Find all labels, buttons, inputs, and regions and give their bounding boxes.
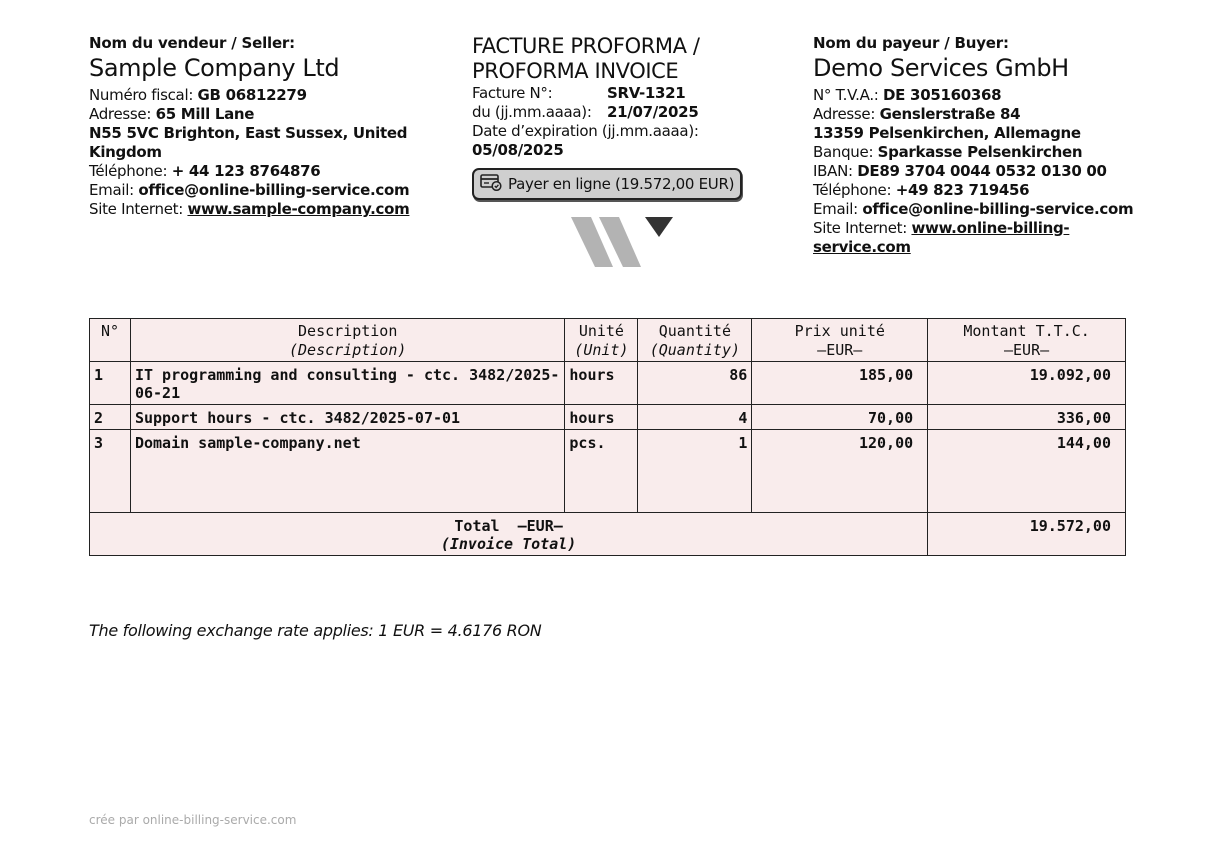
buyer-address-line2-row — [813, 124, 1143, 143]
total-value: 19.572,00 — [928, 513, 1126, 556]
row-unit: hours — [565, 405, 638, 430]
invoice-items-table — [89, 318, 1126, 556]
seller-web-link[interactable]: www.sample-company.com — [187, 200, 410, 218]
pay-online-button[interactable] — [472, 168, 742, 200]
buyer-vat-value: DE 305160368 — [883, 86, 1002, 104]
invoice-date-value: 21/07/2025 — [607, 103, 699, 121]
seller-name: Sample Company Ltd — [89, 54, 340, 82]
row-unit: hours — [565, 362, 638, 405]
invoice-expiry-value: 05/08/2025 — [472, 141, 564, 159]
seller-email-label: Email: — [89, 181, 134, 199]
row-no: 2 — [90, 405, 131, 430]
buyer-bank-line — [813, 143, 1143, 162]
buyer-email-line — [813, 200, 1143, 219]
invoice-number-row — [472, 84, 772, 103]
company-logo — [571, 215, 675, 273]
seller-tax-line — [89, 86, 449, 105]
seller-block — [89, 34, 449, 219]
row-description: Domain sample-company.net — [130, 430, 564, 513]
footer-credit: crée par online-billing-service.com — [89, 813, 297, 827]
row-amount: 144,00 — [928, 430, 1126, 513]
table-total-row — [90, 513, 1126, 556]
table-header-row — [90, 319, 1126, 362]
row-quantity: 4 — [638, 405, 752, 430]
buyer-iban-line — [813, 162, 1143, 181]
seller-web-label: Site Internet: — [89, 200, 183, 218]
row-description: IT programming and consulting - ctc. 3482/2025-06-21 — [130, 362, 564, 405]
buyer-address-line2: 13359 Pelsenkirchen, Allemagne — [813, 124, 1081, 142]
header-no: N° — [90, 319, 131, 362]
seller-web-line — [89, 200, 449, 219]
seller-address-line — [89, 105, 449, 124]
invoice-title-line2: PROFORMA INVOICE — [472, 59, 679, 83]
table-row — [90, 362, 1126, 405]
buyer-address-line — [813, 105, 1143, 124]
buyer-bank-value: Sparkasse Pelsenkirchen — [877, 143, 1083, 161]
buyer-block — [813, 34, 1143, 257]
invoice-header-block — [472, 34, 772, 200]
invoice-number-label: Facture N°: — [472, 84, 553, 102]
invoice-number-value: SRV-1321 — [607, 84, 686, 102]
payment-card-icon — [480, 173, 502, 195]
seller-address-line2: N55 5VC Brighton, East Sussex, United Kingdom — [89, 124, 408, 161]
seller-phone-value: + 44 123 8764876 — [171, 162, 321, 180]
row-amount: 336,00 — [928, 405, 1126, 430]
buyer-email-label: Email: — [813, 200, 858, 218]
header-description: Description (Description) — [130, 319, 564, 362]
buyer-vat-label: N° T.V.A.: — [813, 86, 879, 104]
seller-tax-label: Numéro fiscal: — [89, 86, 194, 104]
seller-address-line1: 65 Mill Lane — [155, 105, 255, 123]
invoice-date-row — [472, 103, 772, 122]
seller-email-line — [89, 181, 449, 200]
buyer-iban-label: IBAN: — [813, 162, 853, 180]
row-unit-price: 70,00 — [752, 405, 928, 430]
header-unit-price: Prix unité –EUR– — [752, 319, 928, 362]
total-label: Total –EUR– (Invoice Total) — [90, 513, 928, 556]
seller-heading: Nom du vendeur / Seller: — [89, 34, 295, 52]
pay-online-label: Payer en ligne (19.572,00 EUR) — [508, 175, 735, 193]
buyer-address-label: Adresse: — [813, 105, 876, 123]
invoice-date-label: du (jj.mm.aaaa): — [472, 103, 592, 121]
buyer-phone-label: Téléphone: — [813, 181, 892, 199]
buyer-iban-value: DE89 3704 0044 0532 0130 00 — [857, 162, 1107, 180]
row-quantity: 1 — [638, 430, 752, 513]
invoice-title-line1: FACTURE PROFORMA / — [472, 34, 700, 58]
invoice-expiry-label: Date d’expiration (jj.mm.aaaa): — [472, 122, 699, 140]
header-amount: Montant T.T.C. –EUR– — [928, 319, 1126, 362]
seller-phone-line — [89, 162, 449, 181]
buyer-heading: Nom du payeur / Buyer: — [813, 34, 1009, 52]
buyer-name: Demo Services GmbH — [813, 54, 1069, 82]
header-unit: Unité (Unit) — [565, 319, 638, 362]
buyer-address-line1: Genslerstraße 84 — [879, 105, 1021, 123]
buyer-web-line — [813, 219, 1143, 257]
seller-address-line2-row — [89, 124, 449, 162]
buyer-bank-label: Banque: — [813, 143, 874, 161]
buyer-vat-line — [813, 86, 1143, 105]
invoice-expiry-row — [472, 141, 772, 160]
seller-email-value: office@online-billing-service.com — [138, 181, 410, 199]
buyer-email-value: office@online-billing-service.com — [862, 200, 1134, 218]
table-row — [90, 430, 1126, 513]
row-unit-price: 120,00 — [752, 430, 928, 513]
header-quantity: Quantité (Quantity) — [638, 319, 752, 362]
seller-address-label: Adresse: — [89, 105, 152, 123]
table-row — [90, 405, 1126, 430]
exchange-rate-note: The following exchange rate applies: 1 EUR = 4.6176 RON — [89, 621, 542, 640]
row-no: 3 — [90, 430, 131, 513]
row-unit-price: 185,00 — [752, 362, 928, 405]
buyer-phone-line — [813, 181, 1143, 200]
seller-tax-value: GB 06812279 — [197, 86, 307, 104]
row-no: 1 — [90, 362, 131, 405]
row-quantity: 86 — [638, 362, 752, 405]
row-amount: 19.092,00 — [928, 362, 1126, 405]
buyer-phone-value: +49 823 719456 — [895, 181, 1030, 199]
seller-phone-label: Téléphone: — [89, 162, 168, 180]
row-unit: pcs. — [565, 430, 638, 513]
buyer-web-label: Site Internet: — [813, 219, 907, 237]
buyer-web-link[interactable]: www.online-billing-service.com — [813, 219, 1070, 256]
row-description: Support hours - ctc. 3482/2025-07-01 — [130, 405, 564, 430]
